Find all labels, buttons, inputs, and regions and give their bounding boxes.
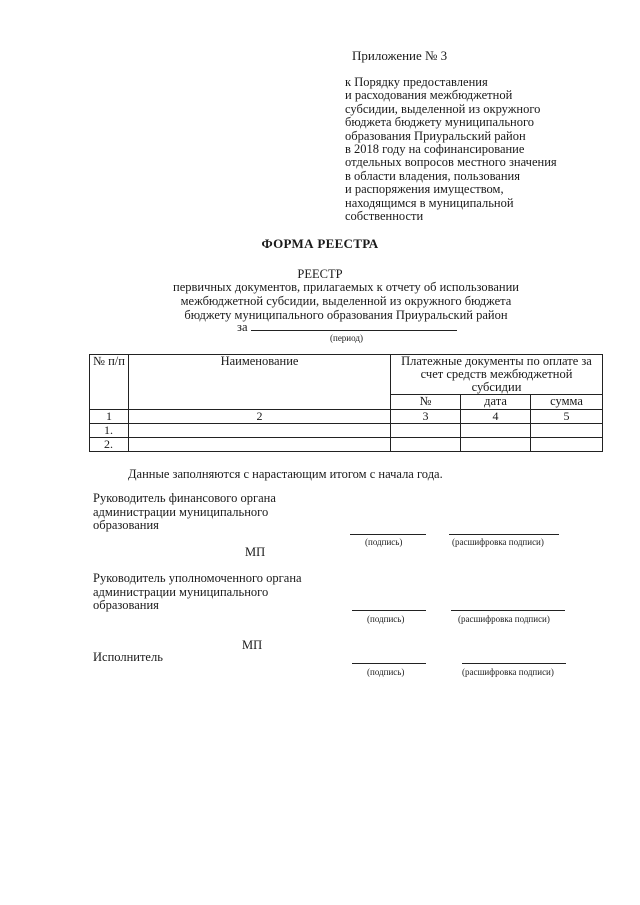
period-field[interactable] [251, 330, 457, 331]
row-name-cell[interactable] [129, 438, 391, 452]
authorized-head-label: Руководитель уполномоченного органа администрации муниципального образования [93, 571, 302, 612]
column-number: 2 [129, 410, 391, 424]
row-date-cell[interactable] [461, 424, 531, 438]
registry-table [89, 354, 603, 452]
finance-head-label: Руководитель финансового органа администрации муниципального образования [93, 491, 276, 532]
executor-sign-caption: (подпись) [367, 667, 405, 677]
col-header-name: Наименование [129, 355, 391, 410]
authorized-sign-line[interactable] [352, 610, 426, 611]
row-doc-cell[interactable] [391, 438, 461, 452]
finance-decode-caption: (расшифровка подписи) [452, 537, 544, 547]
column-number: 3 [391, 410, 461, 424]
stamp-place-1: МП [245, 545, 266, 559]
authorized-decode-line[interactable] [451, 610, 565, 611]
period-prefix: за [237, 320, 248, 334]
reestr-description: первичных документов, прилагаемых к отчету об использовании межбюджетной субсидии, выделенной из окружного бюджета бюджету муниципального образования Приуральский район [173, 280, 519, 322]
authorized-sign-caption: (подпись) [367, 614, 405, 624]
row-number: 2. [90, 438, 129, 452]
row-doc-cell[interactable] [391, 424, 461, 438]
col-header-date: дата [461, 395, 531, 410]
stamp-place-2: МП [242, 638, 263, 652]
row-name-cell[interactable] [129, 424, 391, 438]
col-header-sum: сумма [531, 395, 603, 410]
fill-note: Данные заполняются с нарастающим итогом с начала года. [128, 467, 443, 481]
finance-sign-caption: (подпись) [365, 537, 403, 547]
table-row [90, 424, 603, 438]
col-header-payment: Платежные документы по оплате за счет средств межбюджетной субсидии [391, 355, 603, 395]
column-number: 4 [461, 410, 531, 424]
period-caption: (период) [330, 333, 363, 343]
finance-decode-line[interactable] [449, 534, 559, 535]
executor-decode-caption: (расшифровка подписи) [462, 667, 554, 677]
authorized-decode-caption: (расшифровка подписи) [458, 614, 550, 624]
table-row [90, 438, 603, 452]
appendix-text: к Порядку предоставления и расходования межбюджетной субсидии, выделенной из окружного бюджета бюджету муниципального образования Приуральский район в 2018 году на софинансирование отдельных вопросов местного значения в области владения, пользования и распоряжения имуществом, находящимся в муниципальной собственности [345, 75, 557, 224]
row-sum-cell[interactable] [531, 438, 603, 452]
col-header-num: № п/п [90, 355, 129, 410]
row-number: 1. [90, 424, 129, 438]
reestr-title: РЕЕСТР [297, 267, 343, 281]
executor-label: Исполнитель [93, 650, 163, 664]
column-numbers-row [90, 410, 603, 424]
column-number: 5 [531, 410, 603, 424]
row-sum-cell[interactable] [531, 424, 603, 438]
executor-sign-line[interactable] [352, 663, 426, 664]
row-date-cell[interactable] [461, 438, 531, 452]
finance-sign-line[interactable] [350, 534, 426, 535]
appendix-title: Приложение № 3 [352, 48, 448, 63]
column-number: 1 [90, 410, 129, 424]
form-title: ФОРМА РЕЕСТРА [261, 236, 379, 251]
col-header-doc-num: № [391, 395, 461, 410]
executor-decode-line[interactable] [462, 663, 566, 664]
